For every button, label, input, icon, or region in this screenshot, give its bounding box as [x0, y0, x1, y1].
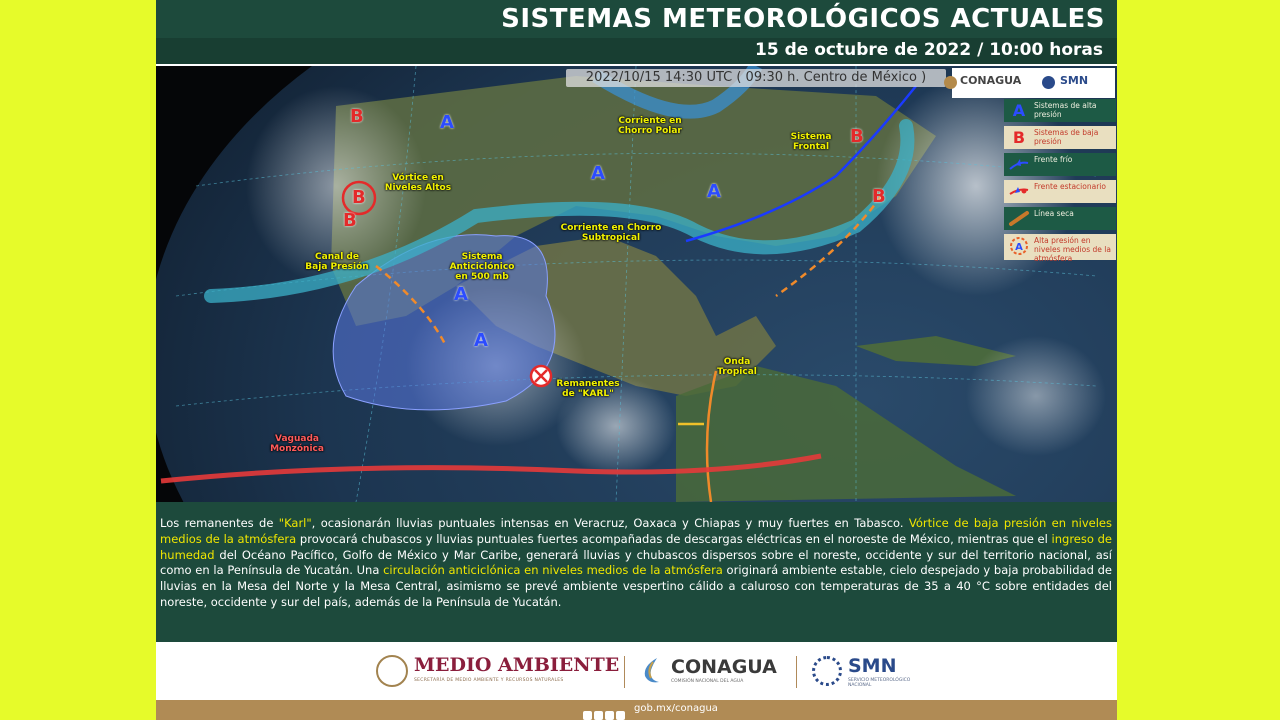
instagram-icon[interactable]: [605, 711, 614, 720]
dry-line-icon: [1008, 209, 1030, 228]
label-tropical-wave: Onda Tropical: [717, 357, 757, 377]
legend-stationary-front: [1004, 180, 1116, 203]
image-timestamp: 2022/10/15 14:30 UTC ( 09:30 h. Centro de México ): [566, 69, 946, 87]
low-pressure-symbol: B: [343, 210, 357, 231]
government-seal-icon: [376, 655, 408, 687]
legend-text: Línea seca: [1034, 209, 1074, 218]
svg-text:A: A: [1015, 242, 1023, 253]
legend-symbol-low: B: [1012, 128, 1026, 147]
youtube-icon[interactable]: [616, 711, 625, 720]
label-polar-jet: Corriente en Chorro Polar: [618, 116, 682, 136]
legend-symbol-high: A: [1012, 101, 1026, 120]
label-trough: Canal de Baja Presión: [305, 252, 369, 272]
conagua-logo-icon: [944, 76, 957, 89]
label-monsoon-trough: Vaguada Monzónica: [270, 434, 324, 454]
title-bar: [156, 0, 1117, 38]
legend-text: Sistemas de alta presión: [1034, 101, 1097, 119]
low-pressure-symbol: B: [872, 186, 886, 207]
conagua-subtitle: COMISIÓN NACIONAL DEL AGUA: [671, 679, 744, 684]
legend-cold-front: [1004, 153, 1116, 176]
low-pressure-symbol: B: [352, 187, 366, 208]
legend-low-pressure: [1004, 126, 1116, 149]
label-anticyclone: Sistema Anticiclónico en 500 mb: [449, 252, 515, 282]
medio-ambiente-subtitle: SECRETARÍA DE MEDIO AMBIENTE Y RECURSOS NATURALES: [414, 678, 564, 683]
highlight-karl: "Karl": [278, 516, 312, 530]
map-legend: [1004, 99, 1116, 264]
legend-text: Frente frío: [1034, 155, 1073, 164]
legend-text: Alta presión en niveles medios de la atmósfera: [1034, 236, 1111, 263]
map-conagua-logo: CONAGUA: [960, 74, 1022, 87]
legend-text: Frente estacionario: [1034, 182, 1106, 191]
legend-dry-line: [1004, 207, 1116, 230]
footer-logos: [156, 642, 1117, 700]
label-vortex: Vórtice en Niveles Altos: [384, 173, 452, 193]
map-logo-strip: [952, 68, 1115, 98]
high-pressure-symbol: A: [474, 330, 488, 351]
mid-level-high-icon: [1008, 236, 1030, 255]
conagua-icon: [639, 656, 665, 686]
cold-front-icon: [1008, 155, 1030, 174]
medio-ambiente-logo: MEDIO AMBIENTE: [414, 654, 620, 676]
label-frontal-system: Sistema Frontal: [790, 132, 832, 152]
footer-divider: [624, 656, 625, 688]
smn-logo: SMN: [848, 655, 897, 677]
twitter-icon[interactable]: [594, 711, 603, 720]
website-link[interactable]: gob.mx/conagua: [634, 703, 718, 714]
map-smn-logo: SMN: [1060, 74, 1089, 87]
smn-subtitle: SERVICIO METEOROLÓGICO NACIONAL: [848, 678, 911, 688]
highlight-humidity: ingreso de humedad: [160, 531, 1112, 562]
high-pressure-symbol: A: [591, 163, 605, 184]
satellite-map: [156, 66, 1117, 502]
forecast-description: [156, 502, 1117, 642]
weather-bulletin: [156, 0, 1117, 720]
low-pressure-symbol: B: [850, 126, 864, 147]
legend-high-pressure: [1004, 99, 1116, 122]
high-pressure-symbol: A: [454, 284, 468, 305]
legend-mid-level-high: [1004, 234, 1116, 263]
high-pressure-symbol: A: [707, 181, 721, 202]
low-pressure-symbol: B: [350, 106, 364, 127]
high-pressure-symbol: A: [440, 112, 454, 133]
social-bar: [156, 700, 1117, 720]
forecast-text: Los remanentes de "Karl", ocasionarán lluvias puntuales intensas en Veracruz, Oaxaca y Chiapas y muy fuertes en Tabasco. Vórtice de baja presión en niveles medios de la atmósfera provocará chubascos y lluvias puntuales fuertes acompañadas de descargas eléctricas en el noroeste de México, mientras que el ingreso de humedad del Océano Pacífico, Golfo de México y Mar Caribe, generará lluvias y chubascos dispersos sobre el noreste, occidente y sur del territorio nacional, así como en la Península de Yucatán. Una circulación anticiclónica en niveles medios de la atmósfera originará ambiente estable, cielo despejado y baja probabilidad de lluvias en la Mesa del Norte y la Mesa Central, asimismo se prevé ambiente vespertino cálido a caluroso con temperaturas de 35 a 40 °C sobre entidades del noreste, occidente y sur del país, además de la Península de Yucatán.: [160, 516, 1112, 609]
stationary-front-icon: [1008, 182, 1030, 201]
footer-divider: [796, 656, 797, 688]
highlight-vortex: Vórtice de baja presión en niveles medios de la atmósfera: [160, 516, 1112, 546]
label-subtropical-jet: Corriente en Chorro Subtropical: [560, 223, 662, 243]
smn-icon: [812, 656, 842, 686]
social-icons: [583, 705, 627, 720]
legend-text: Sistemas de baja presión: [1034, 128, 1099, 146]
highlight-anticyclone: circulación anticiclónica en niveles medios de la atmósfera: [383, 563, 723, 578]
date-bar: [156, 38, 1117, 64]
bulletin-date: 15 de octubre de 2022 / 10:00 horas: [755, 40, 1103, 60]
smn-logo-icon: [1042, 76, 1055, 89]
conagua-logo: CONAGUA: [671, 656, 777, 678]
label-karl: Remanentes de "KARL": [556, 379, 620, 399]
facebook-icon[interactable]: [583, 711, 592, 720]
page-title: SISTEMAS METEOROLÓGICOS ACTUALES: [501, 4, 1105, 34]
